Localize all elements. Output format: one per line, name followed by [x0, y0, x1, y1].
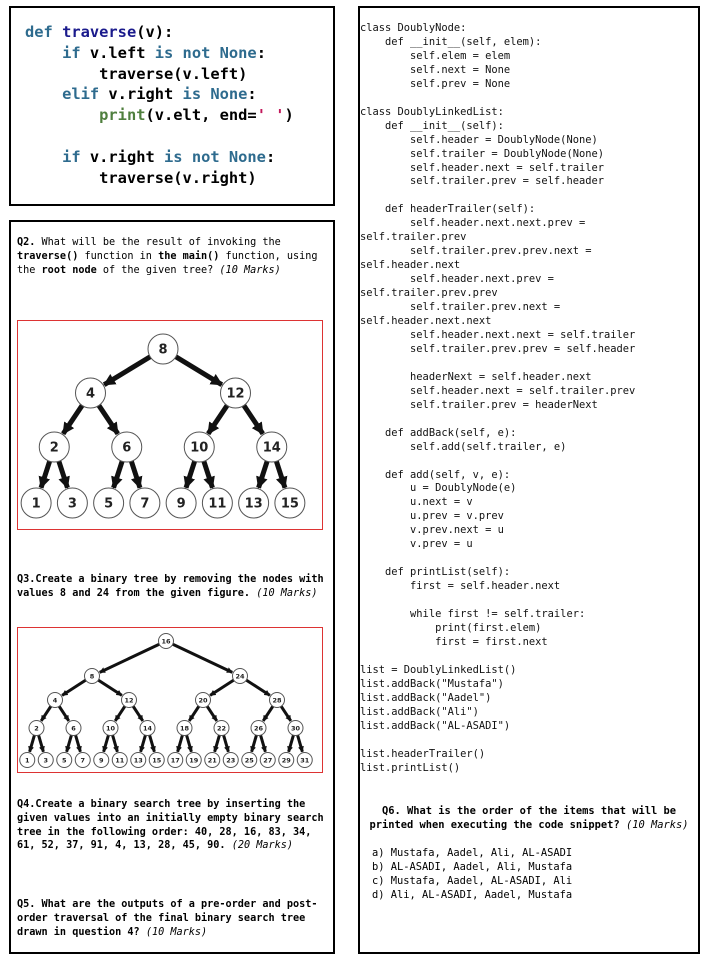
- tree2-node-label: 30: [290, 724, 301, 733]
- tree-edge: [150, 735, 155, 752]
- tree-edge: [41, 706, 51, 721]
- tree2-node-label: 11: [115, 756, 125, 765]
- tree-edge: [210, 680, 234, 695]
- tree-edge: [276, 461, 285, 488]
- tree2-node-label: 24: [235, 672, 245, 681]
- code-token: is not None: [154, 43, 257, 62]
- tree2-node-label: 13: [133, 756, 143, 765]
- tree2-node-label: 17: [170, 756, 180, 765]
- tree-edge: [113, 735, 118, 752]
- code-token: (v.elt, end=: [145, 106, 257, 125]
- questions-box: [9, 220, 335, 954]
- tree1-node-label: 3: [67, 496, 77, 512]
- tree-figure-2: [17, 627, 323, 773]
- tree-edge: [259, 461, 268, 488]
- tree-edge: [186, 461, 195, 488]
- code-token: :: [247, 85, 257, 104]
- code-token: ): [284, 106, 294, 125]
- tree-edge: [59, 461, 68, 488]
- tree-edge: [207, 706, 217, 721]
- q6-options: [372, 846, 698, 902]
- tree-edge: [224, 735, 229, 752]
- tree-edge: [133, 706, 143, 721]
- tree-edge: [104, 735, 109, 752]
- tree2-node-label: 1: [24, 756, 30, 765]
- tree1-node-label: 8: [158, 342, 168, 358]
- q3-text: Q3.Create a binary tree by removing the nodes with values 8 and 24 from the given figure. (10 Marks): [17, 574, 324, 599]
- tree2-node-label: 6: [71, 724, 76, 733]
- tree1-node-label: 11: [208, 496, 227, 512]
- tree-edge: [115, 706, 125, 721]
- tree1-node-label: 1: [31, 496, 41, 512]
- tree-2-diagram: [18, 628, 322, 772]
- tree-edge: [99, 405, 118, 433]
- tree2-node-label: 15: [152, 756, 162, 765]
- code-token: ' ': [256, 106, 285, 125]
- tree-1-diagram: [18, 321, 322, 529]
- tree2-node-label: 7: [80, 756, 86, 765]
- tree-edge: [173, 644, 233, 672]
- tree-edge: [59, 706, 69, 721]
- code-token: if: [25, 147, 90, 166]
- tree2-node-label: 31: [300, 756, 310, 765]
- code-token: def: [25, 23, 63, 41]
- tree-edge: [131, 461, 140, 488]
- linked-list-code: class DoublyNode: def __init__(self, elem): self.elem = elem self.next = None self.prev = None class DoublyLinkedList: def __init__(self): self.header = DoublyNode(None) self.trailer = DoublyNode(None) self.header.next = self.trailer self.trailer.prev = self.header def headerTrailer(self): self.header.next.next.prev = self.trailer.prev self.trailer.prev.prev.next = self.header.next self.header.next.prev = self.trailer.prev.prev self.trailer.prev.next = self.header.next.next self.header.next.next = self.trailer self.trailer.prev.prev = self.header headerNext = self.header.next self.header.next = self.trailer.prev self.trailer.prev = headerNext def addBack(self, e): self.add(self.trailer, e) def add(self, v, e): u = DoublyNode(e) u.next = v u.prev = v.prev v.prev.next = u v.prev = u def printList(self): first = self.header.next while first != self.trailer: print(first.elem) first = first.next list = DoublyLinkedList() list.addBack("Mustafa") list.addBack("Aadel") list.addBack("Ali") list.addBack("AL-ASADI") list.headerTrailer() list.printList(): [360, 22, 636, 774]
- tree1-node-label: 9: [176, 496, 186, 512]
- tree-edge: [252, 735, 257, 752]
- tree2-node-label: 27: [263, 756, 273, 765]
- code-token: v.right: [108, 85, 183, 104]
- tree1-node-label: 7: [140, 496, 150, 512]
- tree-edge: [178, 735, 183, 752]
- tree-figure-1: [17, 320, 323, 530]
- tree-edge: [298, 735, 303, 752]
- tree2-node-label: 21: [207, 756, 217, 765]
- tree-edge: [281, 706, 291, 721]
- tree-edge: [244, 405, 263, 433]
- tree1-node-label: 15: [280, 496, 299, 512]
- tree-edge: [204, 461, 213, 488]
- tree1-node-label: 14: [262, 440, 281, 456]
- tree2-node-label: 28: [272, 696, 282, 705]
- tree2-node-label: 18: [179, 724, 190, 733]
- tree2-node-label: 12: [124, 696, 134, 705]
- tree2-node-label: 4: [52, 696, 58, 705]
- tree1-node-label: 12: [226, 386, 245, 402]
- traverse-code-box: [9, 6, 335, 206]
- tree-edge: [176, 357, 222, 385]
- tree-edge: [208, 405, 227, 433]
- tree2-node-label: 26: [253, 724, 264, 733]
- code-token: print: [99, 106, 146, 125]
- tree1-node-label: 13: [244, 496, 263, 512]
- tree-edge: [114, 461, 123, 488]
- code-token: (v):: [136, 23, 174, 41]
- tree2-node-label: 2: [34, 724, 39, 733]
- q6-block: [360, 804, 698, 902]
- tree1-node-label: 5: [104, 496, 114, 512]
- tree-edge: [141, 735, 146, 752]
- q4-text: Q4.Create a binary search tree by inserting the given values into an initially empty binary search tree in the following order: 40, 28, 16, 83, 34, 61, 52, 37, 91, 4, 13, 28, 45, 90. (20 Marks): [17, 799, 324, 852]
- code-token: v.left: [89, 43, 155, 62]
- tree1-node-label: 2: [49, 440, 59, 456]
- tree-edge: [98, 680, 122, 695]
- tree2-node-label: 5: [61, 756, 67, 765]
- code-token: is None: [182, 85, 248, 104]
- tree-edge: [215, 735, 220, 752]
- tree1-node-label: 10: [190, 440, 209, 456]
- tree-edge: [261, 735, 266, 752]
- q6-title: Q6. What is the order of the items that will be printed when executing the code snippet? (10 Marks): [369, 805, 689, 831]
- tree-edge: [76, 735, 81, 752]
- q6-option-a: a) Mustafa, Aadel, Ali, AL-ASADI: [372, 847, 573, 859]
- tree2-node-label: 10: [105, 724, 116, 733]
- code-token: traverse: [62, 23, 137, 41]
- tree-edge: [63, 405, 82, 433]
- code-token: if: [25, 43, 90, 62]
- tree2-node-label: 22: [216, 724, 227, 733]
- q5-text: Q5. What are the outputs of a pre-order and post-order traversal of the final binary search tree drawn in question 4? (10 Marks): [17, 899, 318, 938]
- tree-edge: [67, 735, 72, 752]
- q2-text: Q2. What will be the result of invoking the traverse() function in the main() function, using the root node of the given tree? (10 Marks): [17, 237, 318, 276]
- tree2-node-label: 14: [142, 724, 153, 733]
- tree-edge: [100, 644, 160, 672]
- code-token: traverse(v.left): [25, 64, 248, 83]
- tree-edge: [289, 735, 294, 752]
- tree1-node-label: 4: [85, 386, 96, 402]
- tree-edge: [39, 735, 44, 752]
- code-token: v.right: [89, 147, 165, 166]
- tree-edge: [187, 735, 192, 752]
- code-token: traverse(v.right): [25, 168, 257, 187]
- tree-edge: [189, 706, 199, 721]
- q6-option-d: d) Ali, AL-ASADI, Aadel, Mustafa: [372, 889, 573, 901]
- traverse-code: [25, 22, 294, 188]
- code-token: elif: [25, 85, 109, 104]
- linked-list-code-box: [358, 6, 700, 954]
- tree2-node-label: 29: [281, 756, 291, 765]
- tree-edge: [62, 680, 86, 695]
- code-token: [25, 106, 99, 124]
- tree2-node-label: 20: [198, 696, 208, 705]
- q6-option-c: c) Mustafa, Aadel, AL-ASADI, Ali: [372, 875, 573, 887]
- tree-edge: [41, 461, 50, 488]
- tree2-node-label: 19: [189, 756, 199, 765]
- code-token: :: [256, 43, 266, 62]
- tree-edge: [104, 357, 150, 385]
- tree-edge: [263, 706, 273, 721]
- code-token: is not None: [164, 147, 266, 166]
- tree2-node-label: 25: [244, 756, 254, 765]
- tree-edge: [30, 735, 35, 752]
- tree-edge: [246, 680, 270, 695]
- tree2-node-label: 8: [89, 672, 95, 681]
- tree1-node-label: 6: [122, 440, 132, 456]
- tree2-node-label: 3: [43, 756, 49, 765]
- tree2-node-label: 9: [98, 756, 104, 765]
- code-token: :: [265, 147, 276, 166]
- tree2-node-label: 23: [226, 756, 236, 765]
- tree2-node-label: 16: [161, 637, 171, 646]
- q6-option-b: b) AL-ASADI, Aadel, Ali, Mustafa: [372, 861, 573, 873]
